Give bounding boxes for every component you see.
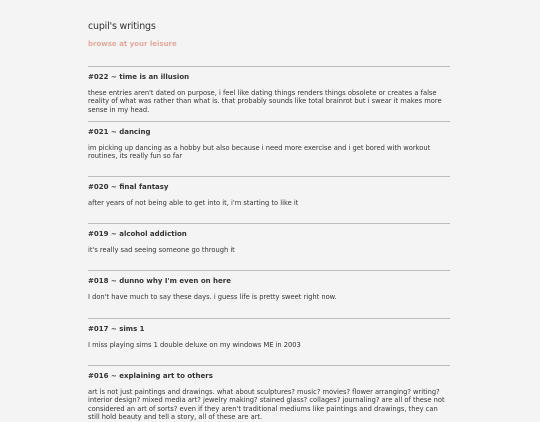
entry-body: these entries aren't dated on purpose, i feel like dating things renders things obsolete or creates a false reality of what was rather than what is. that probably sounds like total brainrot but i swear it makes more sense in my head. [88, 89, 442, 114]
entry-020 [88, 176, 450, 207]
entry-body: im picking up dancing as a hobby but also because i need more exercise and i get bored with workout routines, its really fun so far [88, 144, 431, 161]
entry-divider [88, 223, 450, 224]
entry-title: #018 ~ dunno why I'm even on here [88, 277, 231, 285]
entry-body: art is not just paintings and drawings. what about sculptures? music? movies? flower arranging? writing? interior design? mixed media art? jewelry making? stained glass? collages? journaling? are all of these not considered an art of sorts? even if they aren't traditional mediums like paintings and drawings, they can still hold beauty and tell a story, all of these are art. [88, 388, 445, 422]
entry-016 [88, 365, 450, 422]
entry-body: it's really sad seeing someone go through it [88, 246, 235, 254]
site-title[interactable]: cupil's writings [88, 21, 156, 32]
entry-title: #016 ~ explaining art to others [88, 372, 213, 380]
entry-body: I don't have much to say these days. i guess life is pretty sweet right now. [88, 293, 337, 301]
entry-021 [88, 121, 450, 161]
entry-divider [88, 365, 450, 366]
entry-022 [88, 66, 450, 114]
entry-divider [88, 66, 450, 67]
entry-divider [88, 121, 450, 122]
entry-title: #022 ~ time is an illusion [88, 73, 190, 81]
entry-divider [88, 270, 450, 271]
entry-017 [88, 318, 450, 349]
entry-title: #020 ~ final fantasy [88, 183, 169, 191]
entry-title: #017 ~ sims 1 [88, 325, 145, 333]
entry-018 [88, 270, 450, 301]
entry-019 [88, 223, 450, 254]
entry-divider [88, 176, 450, 177]
site-tagline: browse at your leisure [88, 40, 177, 48]
entry-divider [88, 318, 450, 319]
entry-title: #021 ~ dancing [88, 128, 151, 136]
entry-title: #019 ~ alcohol addiction [88, 230, 187, 238]
entry-body: after years of not being able to get into it, i'm starting to like it [88, 199, 299, 207]
entry-body: I miss playing sims 1 double deluxe on my windows ME in 2003 [88, 341, 301, 349]
